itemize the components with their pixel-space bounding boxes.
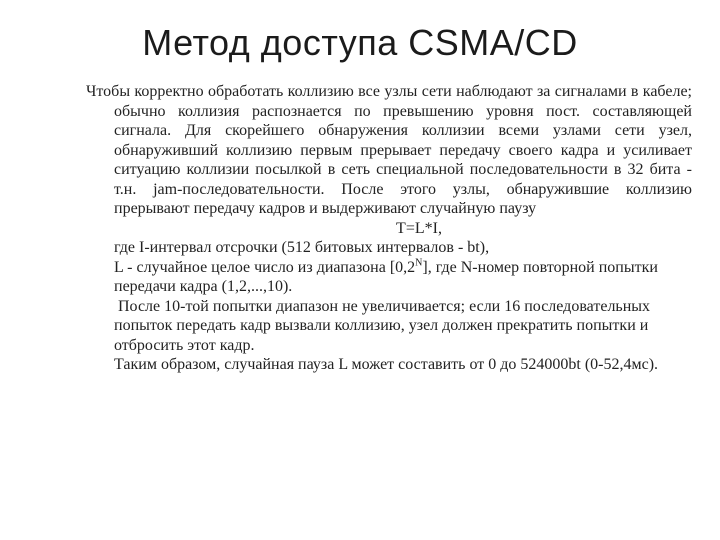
random-number-prefix: L - случайное целое число из диапазона [0,2: [114, 258, 416, 276]
random-number-line: [86, 258, 692, 297]
random-number-suffix: ], где N-номер повторной попытки передачи кадра (1,2,...,10).: [114, 258, 658, 295]
paragraph-attempt-limit: После 10-той попытки диапазон не увеличивается; если 16 последовательных попыток передать кадр вызвали коллизию, узел должен прекратить попытки и отбросить этот кадр.: [114, 297, 651, 354]
interval-line: где I-интервал отсрочки (512 битовых интервалов - bt),: [114, 239, 490, 256]
slide-title: Метод доступа CSMA/CD: [142, 22, 578, 63]
formula: T=L*I,: [396, 219, 442, 237]
slide-body: [86, 82, 692, 375]
random-number-exponent: N: [415, 257, 423, 269]
paragraph-collision: Чтобы корректно обработать коллизию все узлы сети наблюдают за сигналами в кабеле; обычно коллизия распознается по превышению уровня пост. составляющей сигнала. Для скорейшего обнаружения коллизии всеми узлами сети узел, обнаруживший коллизию первым прерывает передачу своего кадра и усиливает ситуацию коллизии посылкой в сеть специальной последовательности в 32 бита - т.н. jam-последовательности. После этого узлы, обнаружившие коллизию прерывают передачу кадров и выдерживают случайную паузу: [86, 83, 692, 217]
paragraph-pause-range: Таким образом, случайная пауза L может составить от 0 до 524000bt (0-52,4мс).: [114, 356, 659, 373]
